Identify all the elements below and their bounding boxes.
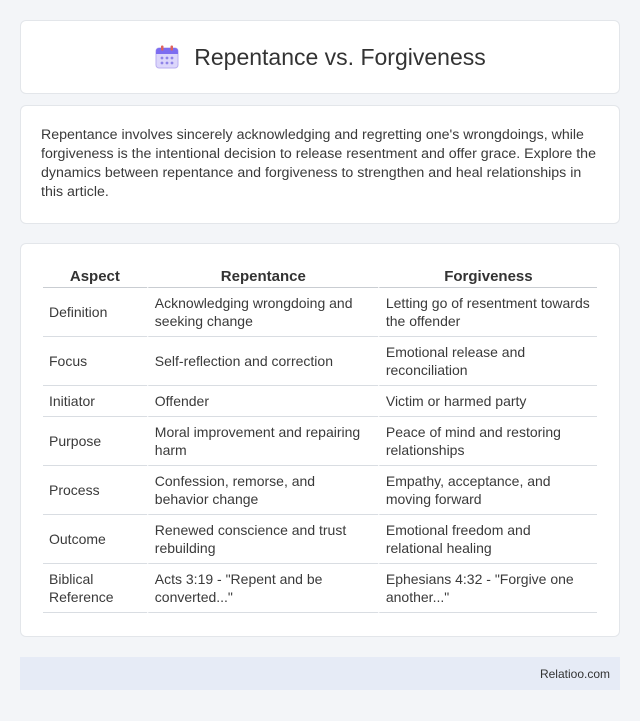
table-cell: Letting go of resentment towards the offender <box>378 288 597 337</box>
table-card <box>20 243 620 637</box>
table-row <box>43 337 597 386</box>
table-cell: Empathy, acceptance, and moving forward <box>378 466 597 515</box>
table-cell: Definition <box>43 288 147 337</box>
table-cell: Peace of mind and restoring relationships <box>378 417 597 466</box>
table-cell: Renewed conscience and trust rebuilding <box>147 515 378 564</box>
table-cell: Biblical Reference <box>43 564 147 613</box>
table-cell: Process <box>43 466 147 515</box>
table-cell: Purpose <box>43 417 147 466</box>
table-cell: Ephesians 4:32 - "Forgive one another..." <box>378 564 597 613</box>
table-cell: Emotional release and reconciliation <box>378 337 597 386</box>
table-cell: Outcome <box>43 515 147 564</box>
calendar-icon <box>154 44 180 70</box>
table-row <box>43 564 597 613</box>
page-title: Repentance vs. Forgiveness <box>194 43 486 70</box>
table-cell: Moral improvement and repairing harm <box>147 417 378 466</box>
table-cell: Focus <box>43 337 147 386</box>
column-header-aspect: Aspect <box>43 264 147 288</box>
table-row <box>43 466 597 515</box>
table-cell: Confession, remorse, and behavior change <box>147 466 378 515</box>
table-cell: Offender <box>147 386 378 417</box>
table-row <box>43 515 597 564</box>
column-header-repentance: Repentance <box>147 264 378 288</box>
table-row <box>43 417 597 466</box>
table-cell: Self-reflection and correction <box>147 337 378 386</box>
intro-card <box>20 105 620 224</box>
table-row <box>43 288 597 337</box>
table-header-row <box>43 264 597 288</box>
comparison-table <box>43 264 597 613</box>
table-cell: Victim or harmed party <box>378 386 597 417</box>
footer-brand: Relatioo.com <box>539 666 610 681</box>
table-cell: Acknowledging wrongdoing and seeking change <box>147 288 378 337</box>
title-card <box>20 20 620 94</box>
table-row <box>43 386 597 417</box>
table-cell: Emotional freedom and relational healing <box>378 515 597 564</box>
table-cell: Initiator <box>43 386 147 417</box>
intro-text: Repentance involves sincerely acknowledging and regretting one's wrongdoings, while forgiveness is the intentional decision to release resentment and offer grace. Explore the dynamics between repentance and forgiveness to strengthen and heal relationships in this article. <box>41 127 596 200</box>
footer <box>20 657 620 690</box>
table-cell: Acts 3:19 - "Repent and be converted..." <box>147 564 378 613</box>
column-header-forgiveness: Forgiveness <box>378 264 597 288</box>
